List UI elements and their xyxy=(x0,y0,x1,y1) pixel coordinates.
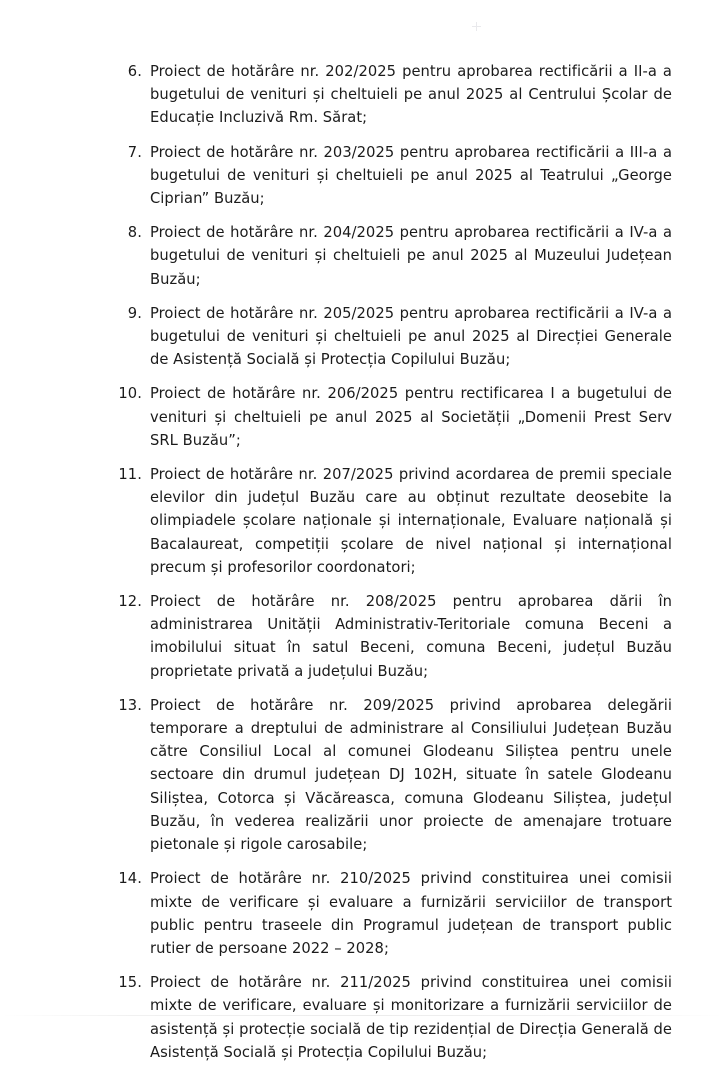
list-item-number: 14. xyxy=(118,870,142,888)
list-item xyxy=(112,60,672,130)
list-item xyxy=(112,302,672,372)
list-item-number: 11. xyxy=(118,466,142,484)
list-item-text: Proiect de hotărâre nr. 204/2025 pentru aprobarea rectificării a IV-a a bugetului de venituri și cheltuieli pe anul 2025 al Muzeului Județean Buzău; xyxy=(150,224,672,288)
list-item-number: 12. xyxy=(118,593,142,611)
list-item xyxy=(112,867,672,960)
list-item-number: 10. xyxy=(118,385,142,403)
list-item xyxy=(112,590,672,683)
list-item-text: Proiect de hotărâre nr. 203/2025 pentru aprobarea rectificării a III-a a bugetului de venituri și cheltuieli pe anul 2025 al Teatrului „George Ciprian” Buzău; xyxy=(150,143,672,208)
list-item-number: 8. xyxy=(127,224,142,242)
list-item xyxy=(112,971,672,1064)
list-item-text: Proiect de hotărâre nr. 209/2025 privind aprobarea delegării temporare a dreptului de administrare al Consiliului Județean Buzău către Consiliul Local al comunei Glodeanu Siliștea pentru unele sectoare din drumul județean DJ 102H, situate în satele Glodeanu Siliștea, Cotorca și Văcăreasca, comuna Glodeanu Siliștea, județul Buzău, în vederea realizării unor proiecte de amenajare trotuare pietonale și rigole carosabile; xyxy=(150,696,672,854)
list-item-text: Proiect de hotărâre nr. 210/2025 privind constituirea unei comisii mixte de verificare și evaluare a furnizării serviciilor de transport public pentru traseele din Programul județean de transport public rutier de persoane 2022 – 2028; xyxy=(150,870,672,957)
list-item-number: 15. xyxy=(118,974,142,992)
list-item xyxy=(112,221,672,291)
list-item-text: Proiect de hotărâre nr. 206/2025 pentru rectificarea I a bugetului de venituri și cheltuieli pe anul 2025 al Societății „Domenii Prest Serv SRL Buzău”; xyxy=(150,385,672,449)
list-item-text: Proiect de hotărâre nr. 202/2025 pentru aprobarea rectificării a II-a a bugetului de venituri și cheltuieli pe anul 2025 al Centrului Școlar de Educație Incluzivă Rm. Sărat; xyxy=(150,63,672,127)
list-item xyxy=(112,694,672,856)
list-item-number: 9. xyxy=(127,304,142,322)
list-item xyxy=(112,463,672,579)
scan-artifact-speck xyxy=(472,22,481,31)
list-item-text: Proiect de hotărâre nr. 207/2025 privind acordarea de premii speciale elevilor din județul Buzău care au obținut rezultate deosebite la olimpiadele școlare naționale și internaționale, Evaluare națională și Bacalaureat, competiții școlare de nivel național și internațional precum și profesorilor coordonatori; xyxy=(150,466,672,576)
list-item-number: 7. xyxy=(127,143,142,161)
agenda-item-list xyxy=(112,60,672,1075)
list-item xyxy=(112,141,672,211)
list-item xyxy=(112,382,672,452)
list-item-number: 13. xyxy=(118,696,142,714)
list-item-number: 6. xyxy=(127,63,142,80)
list-item-text: Proiect de hotărâre nr. 208/2025 pentru aprobarea dării în administrarea Unității Administrativ-Teritoriale comuna Beceni a imobilului situat în satul Beceni, comuna Beceni, județul Buzău proprietate privată a județului Buzău; xyxy=(150,593,672,680)
list-item-text: Proiect de hotărâre nr. 205/2025 pentru aprobarea rectificării a IV-a a bugetului de venituri și cheltuieli pe anul 2025 al Direcției Generale de Asistență Socială și Protecția Copilului Buzău; xyxy=(150,304,672,369)
list-item-text: Proiect de hotărâre nr. 211/2025 privind constituirea unei comisii mixte de verificare, evaluare și monitorizare a furnizării serviciilor de asistență și protecție socială de tip rezidențial de Direcția Generală de Asistență Socială și Protecția Copilului Buzău; xyxy=(150,974,672,1061)
